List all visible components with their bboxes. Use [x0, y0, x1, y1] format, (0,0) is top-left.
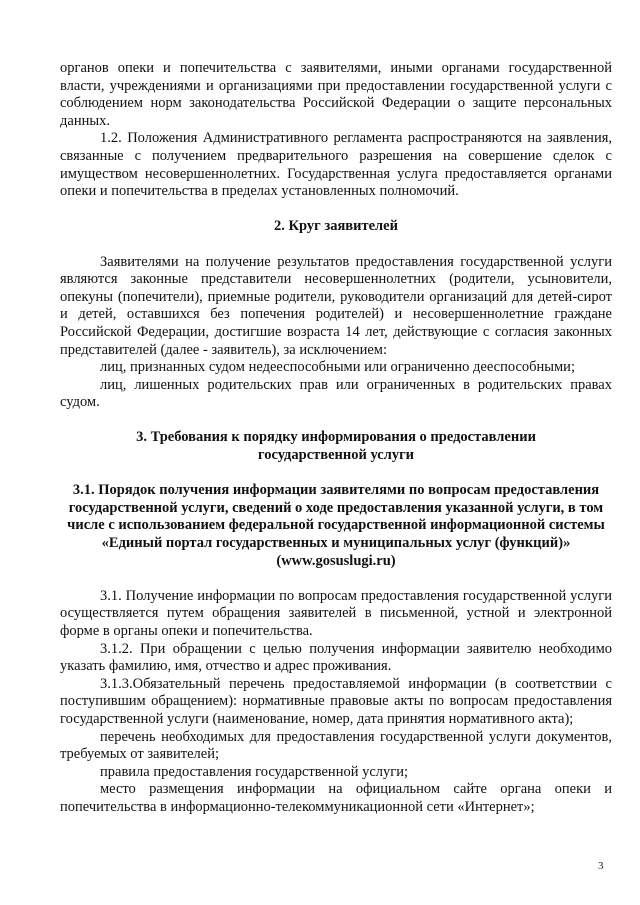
page-number: 3 [598, 860, 604, 872]
paragraph-list-rules: правила предоставления государственной услуги; [100, 763, 408, 780]
section-3-1-heading: 3.1. Порядок получения информации заявителями по вопросам предоставления государственной услуги, сведений о ходе предоставления указанной услуги, в том числе с использованием федеральной государственной информационной системы «Единый портал государственных и муниципальных услуг (функций)» (www.gosuslugi.ru) [67, 482, 605, 569]
paragraph-3-1-3: 3.1.3.Обязательный перечень предоставляемой информации (в соответствии с поступившим обращением): нормативные правовые акты по вопросам предоставления государственной услуги (наименование, номер, дата принятия нормативного акта); [60, 675, 612, 727]
paragraph-list-documents: перечень необходимых для предоставления государственной услуги документов, требуемых от заявителей; [60, 728, 612, 763]
document-page [60, 60, 612, 817]
section-3-heading: 3. Требования к порядку информирования о предоставлении государственной услуги [136, 429, 536, 464]
paragraph-exception-2: лиц, лишенных родительских прав или ограниченных в родительских правах судом. [60, 376, 612, 411]
paragraph-exception-1: лиц, признанных судом недееспособными или ограниченно дееспособными; [100, 359, 575, 376]
paragraph-continuation: органов опеки и попечительства с заявителями, иными органами государственной власти, учреждениями и организациями при предоставлении государственной услуги с соблюдением норм законодательства Российской Федерации о защите персональных данных. [60, 60, 612, 129]
section-2-heading: 2. Круг заявителей [274, 218, 398, 235]
paragraph-1-2: 1.2. Положения Административного регламента распространяются на заявления, связанные с получением предварительного разрешения на совершение сделок с имуществом несовершеннолетних. Государственная услуга предоставляется органами опеки и попечительства в пределах установленных полномочий. [60, 130, 612, 200]
paragraph-list-website: место размещения информации на официальном сайте органа опеки и попечительства в информационно-телекоммуникационной сети «Интернет»; [60, 781, 612, 815]
paragraph-3-1-2: 3.1.2. При обращении с целью получения информации заявителю необходимо указать фамилию, имя, отчество и адрес проживания. [60, 640, 612, 675]
paragraph-3-1: 3.1. Получение информации по вопросам предоставления государственной услуги осуществляется путем обращения заявителей в письменной, устной и электронной форме в органы опеки и попечительства. [60, 587, 612, 639]
paragraph-applicants: Заявителями на получение результатов предоставления государственной услуги являются законные представители несовершеннолетних (родители, усыновители, опекуны (попечители), приемные родители, руководители организаций для детей-сирот и детей, оставшихся без попечения родителей) и несовершеннолетние граждане Российской Федерации, достигшие возраста 14 лет, действующие с согласия законных представителей (далее - заявитель), за исключением: [60, 253, 612, 358]
